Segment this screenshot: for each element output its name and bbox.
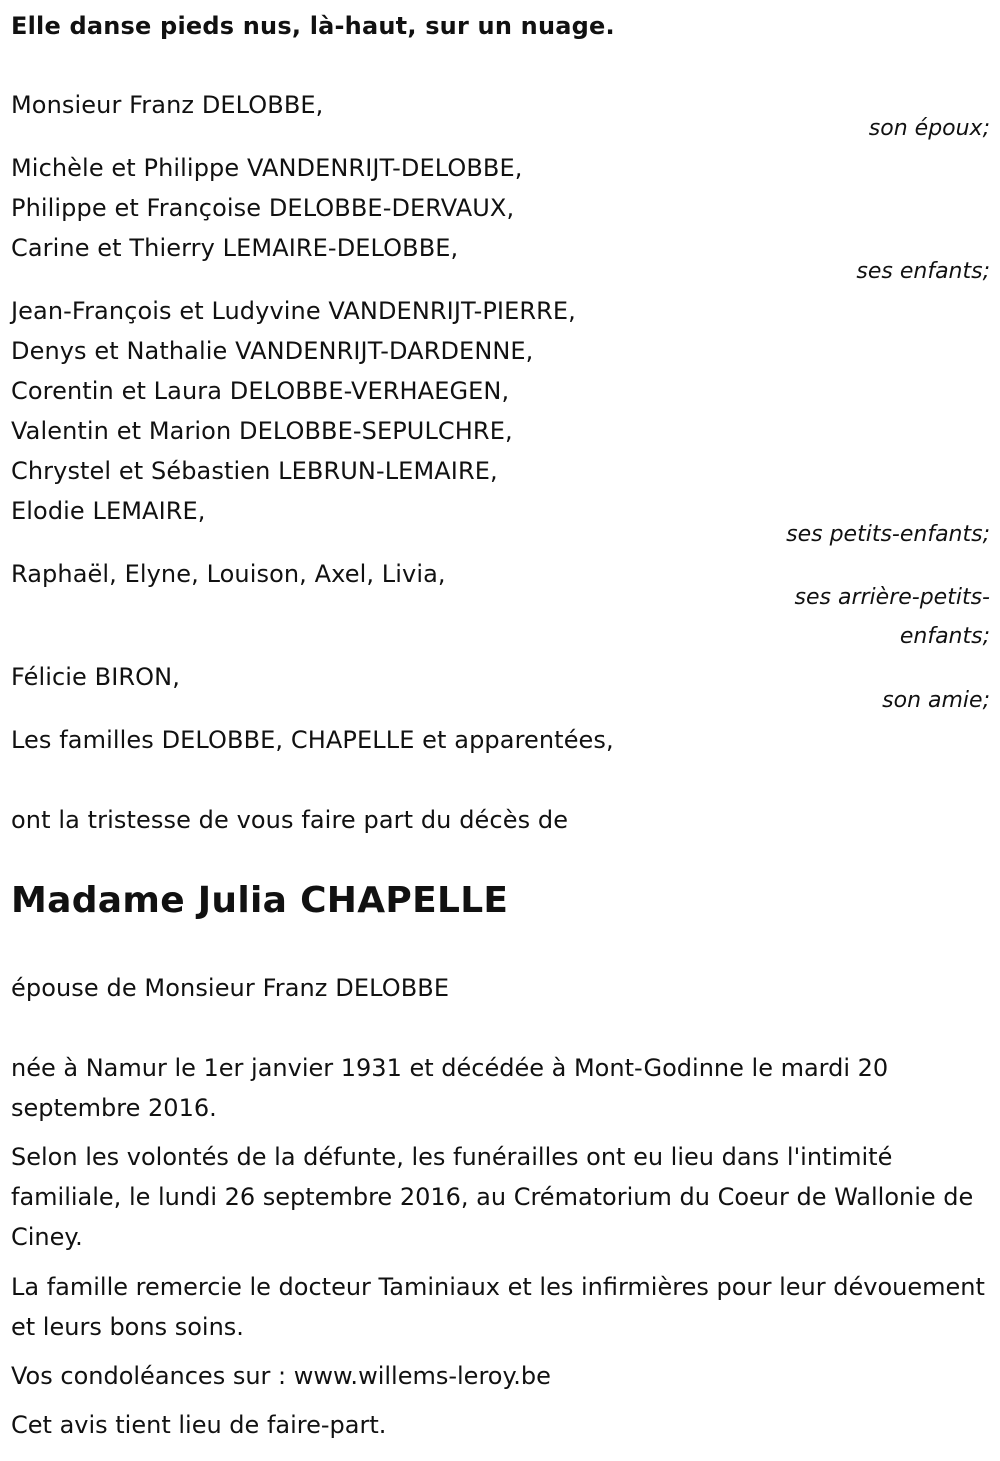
family-name-line: Elodie LEMAIRE, [11,497,206,525]
family-name-line: Chrystel et Sébastien LEBRUN-LEMAIRE, [11,457,498,485]
relation-label: son époux; [868,116,990,141]
family-name-line: Félicie BIRON, [11,663,180,691]
relation-label: ses petits-enfants; [786,522,990,547]
family-name-line: Michèle et Philippe VANDENRIJT-DELOBBE, [11,154,523,182]
spouse-line: épouse de Monsieur Franz DELOBBE [11,974,450,1002]
closing-paragraph: Cet avis tient lieu de faire-part. [11,1411,387,1439]
epigraph-heading: Elle danse pieds nus, là-haut, sur un nuage. [11,12,615,40]
family-name-line: Corentin et Laura DELOBBE-VERHAEGEN, [11,377,510,405]
family-name-line: Jean-François et Ludyvine VANDENRIJT-PIERRE, [11,297,576,325]
family-name-line: Raphaël, Elyne, Louison, Axel, Livia, [11,560,446,588]
family-name-line: Valentin et Marion DELOBBE-SEPULCHRE, [11,417,513,445]
deceased-name: Madame Julia CHAPELLE [11,880,509,921]
relation-label: son amie; [882,688,990,713]
family-name-line: Denys et Nathalie VANDENRIJT-DARDENNE, [11,337,534,365]
thanks-paragraph: La famille remercie le docteur Taminiaux et les infirmières pour leur dévouement et leurs bons soins. [11,1273,985,1341]
family-name-line: Les familles DELOBBE, CHAPELLE et apparentées, [11,726,614,754]
condolences-paragraph: Vos condoléances sur : www.willems-leroy.be [11,1362,551,1390]
relation-label: ses enfants; [856,259,990,284]
relation-label: ses arrière-petits- [794,585,990,610]
announcement-text: ont la tristesse de vous faire part du décès de [11,806,569,834]
funeral-paragraph: Selon les volontés de la défunte, les funérailles ont eu lieu dans l'intimité familiale, le lundi 26 septembre 2016, au Crématorium du Coeur de Wallonie de Ciney. [11,1143,974,1251]
family-name-line: Philippe et Françoise DELOBBE-DERVAUX, [11,194,515,222]
family-name-line: Monsieur Franz DELOBBE, [11,91,324,119]
birth-death-paragraph: née à Namur le 1er janvier 1931 et décédée à Mont-Godinne le mardi 20 septembre 2016. [11,1054,889,1122]
family-name-line: Carine et Thierry LEMAIRE-DELOBBE, [11,234,459,262]
relation-label: enfants; [899,624,990,649]
